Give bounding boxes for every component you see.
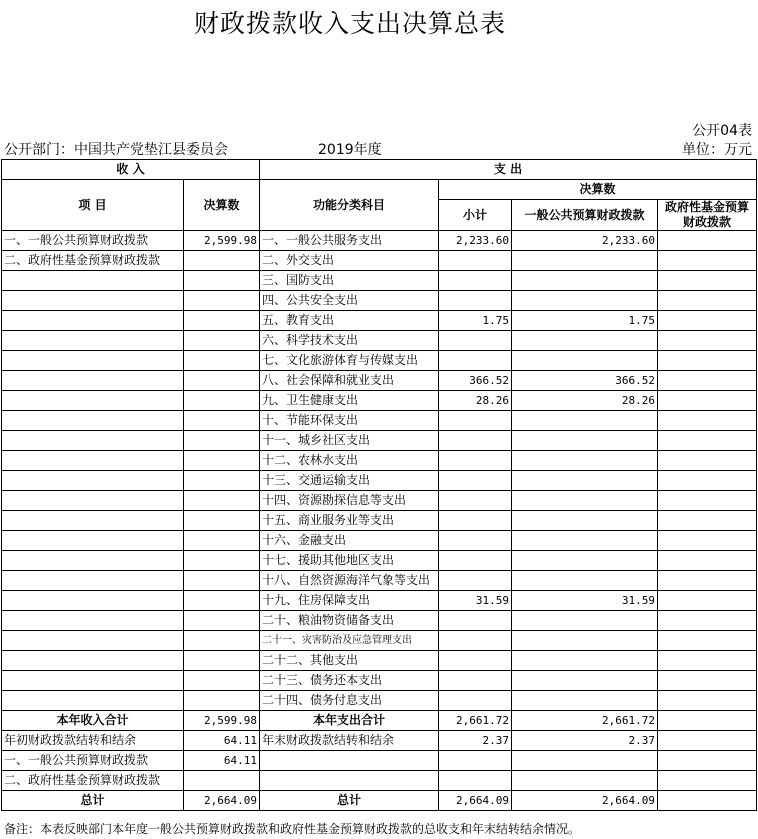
expense-item-cell xyxy=(260,751,439,771)
income-value-cell xyxy=(184,691,260,711)
expense-item-cell: 二、外交支出 xyxy=(260,251,439,271)
income-value-cell xyxy=(184,371,260,391)
income-item-cell: 年初财政拨款结转和结余 xyxy=(2,731,184,751)
general-budget-cell xyxy=(512,751,658,771)
expense-item-cell: 十二、农林水支出 xyxy=(260,451,439,471)
income-value-cell xyxy=(184,311,260,331)
table-row xyxy=(2,471,757,491)
income-value-cell xyxy=(184,771,260,791)
general-budget-cell: 1.75 xyxy=(512,311,658,331)
subtotal-cell xyxy=(439,271,512,291)
general-budget-cell xyxy=(512,511,658,531)
table-row xyxy=(2,571,757,591)
unit-label: 单位：万元 xyxy=(682,142,752,158)
fund-budget-cell xyxy=(658,591,757,611)
income-item-cell xyxy=(2,691,184,711)
table-row xyxy=(2,451,757,471)
income-value-cell: 2,599.98 xyxy=(184,231,260,251)
table-row xyxy=(2,251,757,271)
income-item-cell xyxy=(2,511,184,531)
footnote: 备注：本表反映部门本年度一般公共预算财政拨款和政府性基金预算财政拨款的总收支和年末结转结余情况。 xyxy=(4,822,581,836)
income-value-cell xyxy=(184,271,260,291)
expense-item-cell: 十一、城乡社区支出 xyxy=(260,431,439,451)
subtotal-cell xyxy=(439,491,512,511)
table-row xyxy=(2,711,757,731)
general-budget-cell: 2,661.72 xyxy=(512,711,658,731)
expense-item-cell: 六、科学技术支出 xyxy=(260,331,439,351)
final2-header: 决算数 xyxy=(439,180,757,200)
expense-item-cell: 四、公共安全支出 xyxy=(260,291,439,311)
expense-item-cell: 五、教育支出 xyxy=(260,311,439,331)
subtotal-cell: 28.26 xyxy=(439,391,512,411)
income-item-cell xyxy=(2,671,184,691)
income-item-cell xyxy=(2,411,184,431)
fund-budget-cell xyxy=(658,791,757,811)
subtotal-cell: 2.37 xyxy=(439,731,512,751)
expense-item-cell: 二十、粮油物资储备支出 xyxy=(260,611,439,631)
income-value-cell: 2,599.98 xyxy=(184,711,260,731)
income-value-cell xyxy=(184,531,260,551)
subtotal-cell xyxy=(439,451,512,471)
income-value-cell xyxy=(184,331,260,351)
income-item-cell xyxy=(2,291,184,311)
fund-budget-cell xyxy=(658,731,757,751)
income-item-cell xyxy=(2,351,184,371)
expense-item-cell: 十、节能环保支出 xyxy=(260,411,439,431)
expense-item-cell: 一、一般公共服务支出 xyxy=(260,231,439,251)
fund-budget-cell xyxy=(658,611,757,631)
income-value-cell xyxy=(184,671,260,691)
fund-budget-cell xyxy=(658,631,757,651)
general-budget-cell xyxy=(512,291,658,311)
fund-budget-cell xyxy=(658,751,757,771)
table-row xyxy=(2,311,757,331)
final-header: 决算数 xyxy=(184,180,260,231)
fund-budget-cell xyxy=(658,431,757,451)
income-value-cell xyxy=(184,291,260,311)
fund-budget-cell xyxy=(658,271,757,291)
fund-budget-cell xyxy=(658,711,757,731)
department-label: 公开部门：中国共产党垫江县委员会 xyxy=(4,142,228,158)
fund-budget-cell xyxy=(658,231,757,251)
income-value-cell xyxy=(184,471,260,491)
income-item-cell xyxy=(2,431,184,451)
income-item-cell: 一、一般公共预算财政拨款 xyxy=(2,231,184,251)
fund-budget-cell xyxy=(658,311,757,331)
table-row xyxy=(2,591,757,611)
income-value-cell: 64.11 xyxy=(184,751,260,771)
subtotal-cell xyxy=(439,351,512,371)
income-item-cell xyxy=(2,611,184,631)
income-item-cell xyxy=(2,631,184,651)
general-budget-cell xyxy=(512,551,658,571)
income-value-cell xyxy=(184,631,260,651)
income-item-cell xyxy=(2,551,184,571)
income-item-cell xyxy=(2,571,184,591)
table-row xyxy=(2,551,757,571)
general-budget-cell: 366.52 xyxy=(512,371,658,391)
subtotal-cell xyxy=(439,631,512,651)
subtotal-cell xyxy=(439,551,512,571)
subtotal-cell: 2,664.09 xyxy=(439,791,512,811)
subtotal-cell xyxy=(439,291,512,311)
expense-item-cell xyxy=(260,771,439,791)
table-row xyxy=(2,291,757,311)
subtotal-cell xyxy=(439,671,512,691)
table-row xyxy=(2,351,757,371)
table-row xyxy=(2,611,757,631)
fund-budget-cell xyxy=(658,491,757,511)
expense-item-cell: 十三、交通运输支出 xyxy=(260,471,439,491)
subtotal-cell xyxy=(439,531,512,551)
general-budget-cell xyxy=(512,271,658,291)
income-value-cell xyxy=(184,511,260,531)
table-row xyxy=(2,431,757,451)
general-budget-cell xyxy=(512,351,658,371)
income-value-cell: 64.11 xyxy=(184,731,260,751)
general-budget-cell xyxy=(512,451,658,471)
income-item-cell: 本年收入合计 xyxy=(2,711,184,731)
income-value-cell xyxy=(184,411,260,431)
income-item-cell xyxy=(2,331,184,351)
subtotal-cell xyxy=(439,571,512,591)
expense-item-cell: 二十四、债务付息支出 xyxy=(260,691,439,711)
fund-budget-cell xyxy=(658,691,757,711)
subtotal-cell xyxy=(439,331,512,351)
header-row-2 xyxy=(2,180,757,200)
expense-header: 支 出 xyxy=(260,160,757,180)
expense-item-cell: 二十三、债务还本支出 xyxy=(260,671,439,691)
table-row xyxy=(2,791,757,811)
income-item-cell xyxy=(2,591,184,611)
table-row xyxy=(2,771,757,791)
income-item-cell xyxy=(2,391,184,411)
fund-budget-cell xyxy=(658,371,757,391)
income-item-cell: 二、政府性基金预算财政拨款 xyxy=(2,771,184,791)
table-row xyxy=(2,271,757,291)
income-value-cell xyxy=(184,391,260,411)
income-item-cell xyxy=(2,531,184,551)
subtotal-cell xyxy=(439,511,512,531)
income-item-cell: 二、政府性基金预算财政拨款 xyxy=(2,251,184,271)
income-value-cell xyxy=(184,551,260,571)
budget-table xyxy=(1,159,757,811)
subtotal-cell xyxy=(439,471,512,491)
subtotal-cell xyxy=(439,651,512,671)
table-row xyxy=(2,691,757,711)
table-row xyxy=(2,231,757,251)
subtotal-cell: 1.75 xyxy=(439,311,512,331)
general-budget-cell xyxy=(512,691,658,711)
expense-item-cell: 九、卫生健康支出 xyxy=(260,391,439,411)
subtotal-cell xyxy=(439,691,512,711)
subtotal-cell xyxy=(439,751,512,771)
income-value-cell xyxy=(184,651,260,671)
table-row xyxy=(2,511,757,531)
subtotal-cell xyxy=(439,611,512,631)
general-budget-cell xyxy=(512,631,658,651)
general-header: 一般公共预算财政拨款 xyxy=(512,200,658,231)
general-budget-cell xyxy=(512,251,658,271)
expense-item-cell: 十九、住房保障支出 xyxy=(260,591,439,611)
subtotal-cell xyxy=(439,431,512,451)
table-row xyxy=(2,371,757,391)
income-item-cell xyxy=(2,271,184,291)
fund-budget-cell xyxy=(658,471,757,491)
income-item-cell xyxy=(2,451,184,471)
form-number: 公开04表 xyxy=(692,123,752,139)
page-title: 财政拨款收入支出决算总表 xyxy=(193,9,506,38)
income-item-cell xyxy=(2,471,184,491)
table-row xyxy=(2,671,757,691)
general-budget-cell xyxy=(512,651,658,671)
income-value-cell xyxy=(184,351,260,371)
fund-budget-cell xyxy=(658,651,757,671)
expense-item-cell: 八、社会保障和就业支出 xyxy=(260,371,439,391)
general-budget-cell xyxy=(512,331,658,351)
fund-budget-cell xyxy=(658,391,757,411)
subtotal-cell: 31.59 xyxy=(439,591,512,611)
fund-budget-cell xyxy=(658,411,757,431)
subtotal-cell: 366.52 xyxy=(439,371,512,391)
income-item-cell: 一、一般公共预算财政拨款 xyxy=(2,751,184,771)
income-item-cell: 总计 xyxy=(2,791,184,811)
table-row xyxy=(2,391,757,411)
subtotal-cell: 2,661.72 xyxy=(439,711,512,731)
fund-budget-cell xyxy=(658,771,757,791)
func-header: 功能分类科目 xyxy=(260,180,439,231)
table-row xyxy=(2,651,757,671)
expense-item-cell: 二十一、灾害防治及应急管理支出 xyxy=(260,631,439,651)
fund-budget-cell xyxy=(658,531,757,551)
general-budget-cell: 2,233.60 xyxy=(512,231,658,251)
income-item-cell xyxy=(2,491,184,511)
fund-budget-cell xyxy=(658,671,757,691)
subtotal-cell: 2,233.60 xyxy=(439,231,512,251)
header-row-1 xyxy=(2,160,757,180)
table-row xyxy=(2,751,757,771)
expense-item-cell: 七、文化旅游体育与传媒支出 xyxy=(260,351,439,371)
expense-item-cell: 本年支出合计 xyxy=(260,711,439,731)
income-value-cell xyxy=(184,431,260,451)
general-budget-cell: 2,664.09 xyxy=(512,791,658,811)
income-item-cell xyxy=(2,651,184,671)
expense-item-cell: 年末财政拨款结转和结余 xyxy=(260,731,439,751)
general-budget-cell xyxy=(512,571,658,591)
subtotal-cell xyxy=(439,251,512,271)
year-label: 2019年度 xyxy=(318,142,382,158)
general-budget-cell xyxy=(512,431,658,451)
general-budget-cell xyxy=(512,491,658,511)
fund-budget-cell xyxy=(658,251,757,271)
table-row xyxy=(2,411,757,431)
income-item-cell xyxy=(2,311,184,331)
general-budget-cell xyxy=(512,671,658,691)
general-budget-cell xyxy=(512,411,658,431)
table-row xyxy=(2,331,757,351)
general-budget-cell xyxy=(512,771,658,791)
income-value-cell xyxy=(184,591,260,611)
table-row xyxy=(2,531,757,551)
income-item-cell xyxy=(2,371,184,391)
expense-item-cell: 十七、援助其他地区支出 xyxy=(260,551,439,571)
fund-budget-cell xyxy=(658,351,757,371)
subtotal-cell xyxy=(439,771,512,791)
item-header: 项 目 xyxy=(2,180,184,231)
fund-budget-cell xyxy=(658,331,757,351)
general-budget-cell xyxy=(512,471,658,491)
general-budget-cell: 28.26 xyxy=(512,391,658,411)
fund-budget-cell xyxy=(658,291,757,311)
expense-item-cell: 十五、商业服务业等支出 xyxy=(260,511,439,531)
fund-budget-cell xyxy=(658,571,757,591)
general-budget-cell xyxy=(512,611,658,631)
income-value-cell xyxy=(184,491,260,511)
general-budget-cell: 2.37 xyxy=(512,731,658,751)
income-value-cell xyxy=(184,611,260,631)
income-value-cell xyxy=(184,251,260,271)
fund-header: 政府性基金预算财政拨款 xyxy=(658,200,757,231)
header-info xyxy=(0,139,758,159)
fund-budget-cell xyxy=(658,451,757,471)
general-budget-cell: 31.59 xyxy=(512,591,658,611)
subtotal-cell xyxy=(439,411,512,431)
table-row xyxy=(2,731,757,751)
table-row xyxy=(2,631,757,651)
expense-item-cell: 二十二、其他支出 xyxy=(260,651,439,671)
fund-budget-cell xyxy=(658,551,757,571)
fund-budget-cell xyxy=(658,511,757,531)
expense-item-cell: 总计 xyxy=(260,791,439,811)
table-row xyxy=(2,491,757,511)
expense-item-cell: 十六、金融支出 xyxy=(260,531,439,551)
income-value-cell: 2,664.09 xyxy=(184,791,260,811)
subtotal-header: 小计 xyxy=(439,200,512,231)
income-value-cell xyxy=(184,451,260,471)
general-budget-cell xyxy=(512,531,658,551)
expense-item-cell: 十四、资源勘探信息等支出 xyxy=(260,491,439,511)
income-header: 收 入 xyxy=(2,160,260,180)
income-value-cell xyxy=(184,571,260,591)
expense-item-cell: 十八、自然资源海洋气象等支出 xyxy=(260,571,439,591)
expense-item-cell: 三、国防支出 xyxy=(260,271,439,291)
